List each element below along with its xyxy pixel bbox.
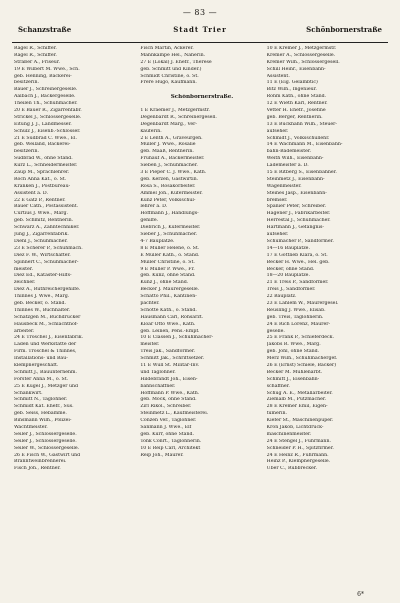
directory-entry-line: 14 E Wachmann M., Eisenbahn- xyxy=(266,142,343,148)
directory-entry-line: Assistent. xyxy=(266,73,290,79)
directory-entry-line: 24 E Stengel J., Fuhrmann. xyxy=(266,438,331,444)
directory-entry-line: Schmitt J., Eisenbahn- xyxy=(266,376,320,382)
directory-entry-line: Uber C., Rubbrecker. xyxy=(266,466,318,472)
directory-entry-line: Theilen Th., Schuhmacher. xyxy=(14,101,78,107)
directory-entry-line: geb. Kerzen, Gastwirtin. xyxy=(140,176,199,182)
directory-entry-line: Schulz J., Eisenb.-Schlosser. xyxy=(14,128,81,134)
directory-entry-line: Schmidt Kat. Ehefr., Sus. xyxy=(14,404,74,410)
directory-entry-line: Sanmann J. Wwe., Elf xyxy=(140,424,192,430)
directory-entry-line: Schug A. E., Metallarbeiter. xyxy=(266,390,333,396)
directory-entry-line: 13 E Bückhahn Wilh., Steuer- xyxy=(266,121,338,127)
directory-entry-line: Hoffmann P. Wwe., Kath. xyxy=(140,390,200,396)
directory-entry-line: 3 E Pieper C. J. Wwe., Kath. xyxy=(140,170,207,176)
directory-entry-line: 2 E Lenth A., Graveurgeh. xyxy=(140,135,203,141)
directory-entry-line: Kunz J., ohne Stand. xyxy=(140,280,189,286)
directory-entry-line: Sieben J., Schuhmacher. xyxy=(140,163,198,169)
directory-entry-line: 19 E Wilbert M. Wwe., Sch. xyxy=(14,66,80,72)
directory-entry-line: Hartmann J., Gefängnis- xyxy=(266,225,324,231)
directory-entry-line: Schmitt N., Taglöhner. xyxy=(14,397,68,403)
directory-entry-line: 28 E Kremer Emil, Eigen- xyxy=(266,404,328,410)
directory-entry-line: 18—20 Bauplätze. xyxy=(266,273,310,279)
directory-entry-line: besitzerin. xyxy=(14,80,40,86)
page-header xyxy=(10,8,390,42)
directory-entry-line: 10 E Reip Carl, Architekt xyxy=(140,445,201,451)
directory-entry-line: 14—16 Bauplätze. xyxy=(266,245,310,251)
directory-entry-line: Seiler J., Schlossergeselle. xyxy=(14,431,77,437)
directory-entry-line: 11 E (Eig. Gelambtic) xyxy=(266,80,318,86)
directory-entry-line: Heinz P., Klempnergeselle. xyxy=(266,459,331,465)
directory-entry-line: besitzerin. xyxy=(14,149,40,155)
directory-entry-line: 25 E Kugel J., Metzger und xyxy=(14,383,79,389)
directory-entry-line: geb. Weiland, Bäckerei- xyxy=(14,142,71,148)
directory-entry-line: Schotte Kath., o. Stand. xyxy=(140,307,197,313)
directory-entry-line: 10 E Classen J., Schuhmacher- xyxy=(140,335,214,341)
directory-entry-line: Schneider P. H., Spitzfirmer. xyxy=(266,445,334,451)
directory-entry-line: 26 E Fisch W., Gastwirt und xyxy=(14,452,81,458)
directory-entry-line: Wachtmeister. xyxy=(14,424,48,430)
directory-entry-line: Schätzgen M., Buchdrucker xyxy=(14,314,81,320)
directory-entry-line: geselle. xyxy=(266,328,285,334)
directory-entry-line: Zirl Rikol., Schreiber. xyxy=(140,404,192,410)
directory-entry-line: Schumacher P., Sandformer. xyxy=(266,238,334,244)
directory-entry-line: Hagener J., Fabrikarbeiter. xyxy=(266,211,331,217)
directory-entry-line: Schmidt Christine, o. St. xyxy=(140,73,199,79)
directory-entry-line: Conzen Ver., Taglöhner. xyxy=(140,418,197,424)
directory-entry-line: Zaup M., Sprachlehrer. xyxy=(14,170,70,176)
directory-entry-line: Sträßer A., Friseur. xyxy=(14,59,61,65)
directory-entry-line: bremser. xyxy=(266,197,288,203)
directory-entry-line: Reusling J. Wwe., Elisab. xyxy=(266,307,326,313)
directory-entry-line: 24 E Rich Lorenz, Maurer- xyxy=(266,321,331,327)
signature-mark: 6* xyxy=(357,591,364,598)
directory-entry-line: Treis J., Sandformer. xyxy=(266,287,316,293)
directory-entry-line: Kranken J., Postbüreau- xyxy=(14,183,71,189)
directory-columns xyxy=(14,46,390,585)
directory-entry-line: geb. Kurr, ohne Stand. xyxy=(140,431,194,437)
directory-entry-line: und Taglöhner. xyxy=(140,369,176,375)
directory-entry-line: 23 E Lahlem W., Maurergesel. xyxy=(266,300,339,306)
directory-entry-line: Hausmann Carl, Rohsarzt. xyxy=(140,314,204,320)
directory-entry-line: Kloar Otto Wwe., Kath. xyxy=(140,321,196,327)
directory-entry-line: Müller J. Wwe., Rosalie xyxy=(140,142,196,148)
directory-entry-line: Steines Jasp., Eisenbahn- xyxy=(266,190,327,196)
directory-entry-line: Assistent a. D. xyxy=(14,190,49,196)
directory-entry-line: 9 E Müller P. Wwe., Fr. xyxy=(140,266,195,272)
directory-entry-line: Treis Jak., Sandformer. xyxy=(140,349,196,355)
directory-entry-line: Müller Christine, o. St. xyxy=(140,259,195,265)
directory-entry-line: 25 E Frank P., Schieferdeck. xyxy=(266,335,334,341)
directory-entry-line: Installations- und Bau- xyxy=(14,356,68,362)
directory-entry-line: 27 E (Lokal) J. Ehefr., Therese xyxy=(140,59,212,65)
directory-entry-line: zeichner. xyxy=(14,280,36,286)
street-heading: Schönbornerstraße. xyxy=(170,94,234,101)
directory-entry-line: aufseher. xyxy=(266,128,289,134)
directory-entry-line: 1 E Kraemer J., Metzgermstr. xyxy=(140,108,210,114)
directory-entry-line: Becker, ohne Stand. xyxy=(266,266,315,272)
directory-entry-line: Ragel R., Schiffer. xyxy=(14,52,57,58)
directory-entry-line: Hausbeck M., Schlachthof- xyxy=(14,321,78,327)
directory-entry-line: Steinmetz L., Kaufmeisterei. xyxy=(140,411,209,417)
directory-entry-line: Weith Wilh., Eisenbahn- xyxy=(266,156,324,162)
column-right xyxy=(267,46,390,585)
directory-entry-line: Spanier Peter, Schreiber. xyxy=(266,204,327,210)
directory-entry-line: Degenbardt R., Schreinergesell. xyxy=(140,114,217,120)
directory-entry-line: Frühauf A., Bäckermeister. xyxy=(140,156,205,162)
directory-entry-line: Südbrad W., ohne Stand. xyxy=(14,156,73,162)
directory-entry-line: Hildebrandt Joh., Eisen- xyxy=(140,376,198,382)
directory-entry-line: Roch Anna Kat., o. St. xyxy=(14,176,67,182)
directory-entry-line: Jakobs R. Wwe., Marg. xyxy=(266,342,321,348)
directory-entry-line: Schmidt J., Volksschullehr. xyxy=(266,135,330,141)
directory-entry-line: Schankwirt. xyxy=(14,390,43,396)
directory-entry-line: Mannkampe Hel., Näherin. xyxy=(140,52,206,58)
directory-entry-line: geb. Mock, ohne Stand. xyxy=(140,397,197,403)
directory-entry-line: Tonk Conrt., Taglöhnerin. xyxy=(140,438,202,444)
directory-entry-line: Laden und Werkstätte der xyxy=(14,342,77,348)
header-left-street: Schanzstraße xyxy=(18,25,72,34)
directory-entry-line: Steinmetz J., Eisenbahn- xyxy=(266,176,325,182)
directory-entry-line: geb. Schmitz, Rentnerin. xyxy=(14,218,74,224)
directory-entry-line: maschinenmeister. xyxy=(266,431,312,437)
directory-entry-line xyxy=(140,101,263,108)
directory-entry-line: Herrestal J., Schuhmacher. xyxy=(266,218,331,224)
directory-entry-line: geb. Kunz, ohne Stand. xyxy=(140,273,196,279)
directory-entry-line: Kurz L., Schneidermeister. xyxy=(14,163,78,169)
directory-entry-line: Bauer Cath., Postassistent. xyxy=(14,204,79,210)
directory-entry-line: Becker H. Wwe., Hel. geb. xyxy=(266,259,330,265)
directory-entry-line: Thinnes J. Wwe., Marg. xyxy=(14,294,70,300)
directory-entry-line: klempnergeschäft. xyxy=(14,362,59,368)
directory-entry-line: 10 E Kremer J., Metzgermstr. xyxy=(266,46,337,51)
directory-entry-line: Diebrich J., Küfermeister. xyxy=(140,225,201,231)
directory-entry-line: Firm. Tröschel & Thinnes, xyxy=(14,349,77,355)
directory-entry-line: geb. Berger, Rentnerin. xyxy=(266,114,323,120)
directory-entry-line: 23 E Scherer P., Schuhmach. xyxy=(14,245,83,251)
directory-entry-line: meister. xyxy=(14,266,33,272)
directory-entry-line: arbeiter. xyxy=(14,328,35,334)
directory-entry-line: geb. Jöhl, ohne Stand. xyxy=(266,349,320,355)
directory-entry-line: Thinnes W., Buchhalter. xyxy=(14,307,71,313)
directory-entry-line: geb. Maaß, Rentnerin. xyxy=(140,149,194,155)
directory-entry-line: Diehl J., Schuhmacher. xyxy=(14,238,68,244)
directory-entry-line: Schill Heinr., Eisenbahn- xyxy=(266,66,326,72)
directory-entry-line: Seiler J., Schlossergeselle. xyxy=(14,438,77,444)
directory-entry-line: 24 E Heinz R., Fuhrmann. xyxy=(266,452,329,458)
directory-entry-line: Kremer A., Schlossergeselle. xyxy=(266,52,336,58)
column-middle xyxy=(140,46,263,585)
directory-entry-line: meister. xyxy=(140,342,160,348)
directory-entry-line: Spinnert C., Schuhmacher- xyxy=(14,259,79,265)
directory-entry-line: 24 E Tröschel J., Eisenfabrik. xyxy=(14,335,84,341)
directory-entry-line: Eitung J. J., Landmesser. xyxy=(14,121,72,127)
directory-entry-line: Kremer Wilh., Schlossergesell. xyxy=(266,59,340,65)
directory-entry-line: schaffner. xyxy=(266,383,290,389)
directory-entry-line: Kiefer St., Maschinenpuper. xyxy=(266,418,334,424)
directory-entry-line: Reip Joh., Maurer. xyxy=(140,452,184,458)
directory-entry-line: geb. Henning, Bäckerei- xyxy=(14,73,72,79)
directory-entry-line: Ragel R., Schiffer. xyxy=(14,46,57,51)
directory-entry-line: Branntweinbrennerei. xyxy=(14,459,67,465)
directory-entry-line: Kron Jakob, Lichtdruck- xyxy=(266,424,324,430)
directory-entry-line: gehilfe. xyxy=(140,218,159,224)
directory-entry-line: Vetter H. Ehefr., Josefine xyxy=(266,108,326,114)
directory-entry-line: Curtius J. Wwe., Marg. xyxy=(14,211,69,217)
directory-entry-line: geb. Leinen, Pens.-Empf. xyxy=(140,328,200,334)
directory-entry-line: Diez F. W., Wirtschafter. xyxy=(14,252,71,258)
directory-entry-line: geb. Treis, Taglöhnerin. xyxy=(266,314,324,320)
directory-entry-line: 26 E (Ernst) Schiele, Bäcker) xyxy=(266,362,337,368)
directory-entry-line: pächter. xyxy=(140,300,160,306)
directory-entry-line: Diez A., Ruthreichergehilfe. xyxy=(14,287,81,293)
page-number: — 83 — xyxy=(182,8,218,17)
directory-entry-line: E Müller Kath., o. Stand. xyxy=(140,252,200,258)
directory-entry-line: Sieber J., Schuhmacher. xyxy=(140,232,198,238)
directory-entry-line: Seiler W., Schlossergeselle. xyxy=(14,445,80,451)
directory-entry-line: 21 E Südbrad C. Wwe., El. xyxy=(14,135,78,141)
directory-entry-line: 22 E Gatz P., Rentner. xyxy=(14,197,66,203)
directory-entry-line: Ziemalb M., Putzmacher. xyxy=(266,397,327,403)
directory-entry-line: aufseher. xyxy=(266,232,289,238)
directory-entry-line: geb. Seiss, Hebamme. xyxy=(14,411,67,417)
directory-entry-line: Fisch Joh., Rentner. xyxy=(14,466,61,472)
directory-entry-line: Merz Wilh., Schuhmachergef. xyxy=(266,356,338,362)
directory-entry-line: Frere Hugo, Kaufmann. xyxy=(140,80,197,86)
directory-entry-line: Degenbardt Marg., Ver- xyxy=(140,121,197,127)
directory-entry-line: Binsmann Wilh., Polizei- xyxy=(14,418,72,424)
directory-entry-line: geb. Schmitt und Kinder.) xyxy=(140,66,202,72)
column-left xyxy=(14,46,137,585)
directory-entry-line: lehrer a. D. xyxy=(140,204,168,210)
directory-entry-line: Schmitt J., Bauunternehm. xyxy=(14,369,77,375)
directory-entry-line: Becker J. Maurergeselle. xyxy=(140,287,200,293)
directory-entry-line: Becker M. Mühlenarbt. xyxy=(266,369,323,375)
directory-entry-line: Jung J., Zigarrenfabrik. xyxy=(14,232,69,238)
directory-entry-line: 20 E Bauer R., Zigarrenfabr. xyxy=(14,108,82,114)
directory-entry-line: bahnschaffner. xyxy=(140,383,176,389)
directory-entry-line: Rohm Kath., ohne Stand. xyxy=(266,94,327,100)
directory-entry-line xyxy=(140,87,263,94)
directory-entry-line: 11 E Wüll St. Militär-Inv. xyxy=(140,362,200,368)
directory-entry-line: käuferin. xyxy=(140,128,162,134)
directory-entry-line: Ammel Joh., Küfermeister. xyxy=(140,190,203,196)
directory-entry-line: Hoffmann J., Handlungs- xyxy=(140,211,199,217)
directory-entry-line: bahn-Bademeister. xyxy=(266,149,312,155)
directory-entry-line: tümerin. xyxy=(266,411,288,417)
directory-entry-line: Lademeister a. D. xyxy=(266,163,309,169)
directory-entry-line: 21 E Treis P., Sandformer. xyxy=(266,280,329,286)
directory-entry-line: 17 E Gottlieb Klara, o. St. xyxy=(266,252,328,258)
directory-entry-line: geb. Becker, o. Stand. xyxy=(14,300,67,306)
header-city-title: Stadt Trier xyxy=(173,25,227,34)
directory-entry-line: Strickel J., Schlossergeselle. xyxy=(14,114,82,120)
directory-entry-line: Forster Anna M., o. St. xyxy=(14,376,69,382)
directory-entry-line: Bitz Wilh., Ingenieur. xyxy=(266,87,317,93)
directory-entry-line: Schmitt Jak., Schriftsetzer. xyxy=(140,356,205,362)
directory-entry-line: 8 E Müller Helene, o. St. xyxy=(140,245,200,251)
directory-entry-line: Fisch Martin, Ackerer. xyxy=(140,46,194,51)
directory-entry-line: 15 E Ritberg S., Eisenbahner. xyxy=(266,170,337,176)
header-right-street: Schönbornerstraße xyxy=(306,25,382,34)
directory-entry-line: Bauer J., Schreinergeselle. xyxy=(14,87,78,93)
directory-entry-line: Wagenmeister. xyxy=(266,183,302,189)
directory-entry-line: Rosa S., Rosakorbeiter. xyxy=(140,183,196,189)
header-rule xyxy=(12,42,388,43)
directory-entry-line: Diez Ed., Kataster-Hilfs- xyxy=(14,273,72,279)
directory-entry-line: Schatto Phil., Kantinen- xyxy=(140,294,197,300)
directory-entry-line: 22 Bauplatz. xyxy=(266,294,297,300)
directory-entry-line: Aalbach J., Bäckergeselle. xyxy=(14,94,76,100)
directory-entry-line: 4-7 Bauplätze. xyxy=(140,238,175,244)
directory-entry-line: 12 E Wieth Karl, Rentner. xyxy=(266,101,328,107)
directory-entry-line: Schwarz A., Zahntechniker. xyxy=(14,225,80,231)
directory-entry-line: Kunz Peter, Volksschul- xyxy=(140,197,196,203)
